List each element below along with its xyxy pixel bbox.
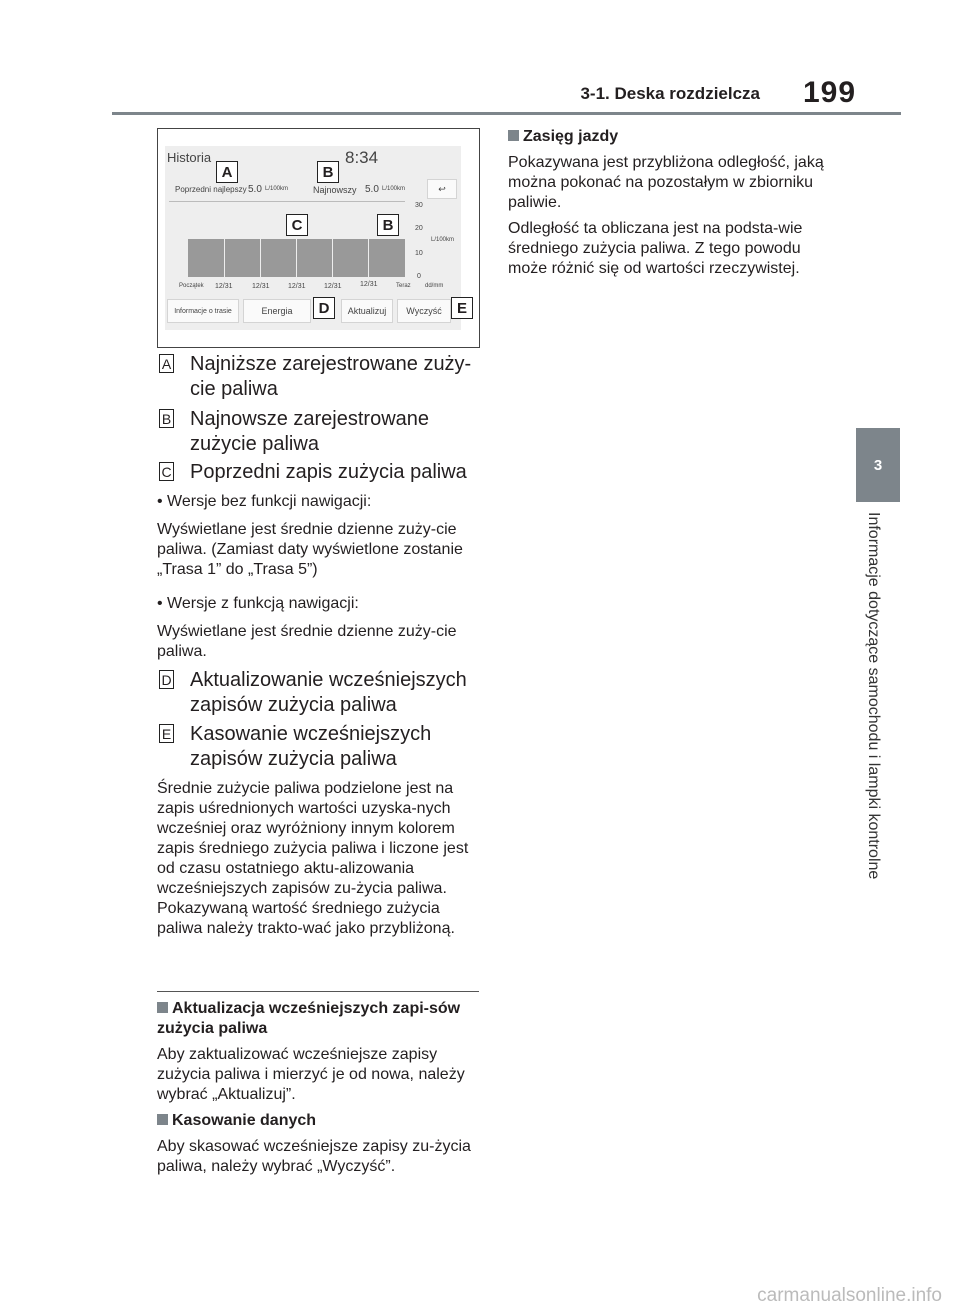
callout-b-top: B: [317, 161, 339, 183]
paragraph-range-note: Odległość ta obliczana jest na podsta-wie średniego zużycia paliwa. Z tego powodu może różnić się od wartości rzeczywistej.: [508, 220, 803, 277]
x-label: 12/31: [324, 283, 342, 290]
history-bar: [261, 239, 296, 277]
history-bar: [225, 239, 260, 277]
divider: [169, 201, 405, 202]
legend-letter-d: D: [159, 670, 174, 689]
lowest-label: Poprzedni najlepszy: [175, 185, 247, 194]
screen-clock: 8:34: [345, 148, 379, 167]
axis-unit: L/100km: [431, 237, 455, 243]
newest-label: Najnowszy: [313, 185, 357, 195]
callout-b-right: B: [377, 214, 399, 236]
callout-e: E: [451, 297, 473, 319]
y-tick: 0: [417, 273, 421, 280]
newest-value: 5.0: [365, 184, 379, 195]
bullet-square: [157, 1002, 168, 1013]
section-title: 3-1. Deska rozdzielcza: [580, 84, 760, 103]
legend-text-c: Poprzedni zapis zużycia paliwa: [190, 461, 467, 483]
x-label: 12/31: [215, 283, 233, 290]
header-rule: [112, 112, 901, 115]
legend-letter-c: C: [159, 462, 174, 481]
legend-text-d: Aktualizowanie wcześniejszych zapisów zużycia paliwa: [190, 669, 467, 716]
back-button[interactable]: [427, 179, 457, 199]
legend-text-e: Kasowanie wcześniejszych zapisów zużycia paliwa: [190, 723, 432, 770]
legend-letter-a: A: [159, 354, 174, 373]
section-rule: [157, 991, 479, 992]
paragraph-navigation: Wyświetlane jest średnie dzienne zuży-cie paliwa.: [157, 623, 457, 660]
paragraph-range: Pokazywana jest przybliżona odległość, jaką można pokonać na pozostałym w zbiorniku paliwie.: [508, 154, 824, 211]
x-label: 12/31: [252, 283, 270, 290]
callout-d: D: [313, 297, 335, 319]
update-button[interactable]: Aktualizuj: [341, 299, 393, 323]
history-bar: [369, 239, 405, 277]
history-bar: [297, 239, 332, 277]
legend-letter-e: E: [159, 724, 174, 743]
x-label: Teraz: [396, 283, 411, 289]
screen-title: Historia: [167, 150, 212, 165]
bullet-no-navigation: • Wersje bez funkcji nawigacji:: [157, 493, 372, 510]
energy-button[interactable]: Energia: [243, 299, 311, 323]
history-bar: [333, 239, 368, 277]
y-tick: 30: [415, 202, 423, 209]
chapter-tab: 3: [856, 428, 900, 502]
chapter-title: Informacje dotyczące samochodu i lampki kontrolne: [865, 512, 882, 880]
lowest-unit: L/100km: [265, 186, 289, 192]
page-number: 199: [803, 76, 857, 109]
y-tick: 10: [415, 250, 423, 257]
paragraph-average: Średnie zużycie paliwa podzielone jest na zapis uśrednionych wartości uzyska-nych wcześniej oraz wyróżniony innym kolorem zapis średniego zużycia paliwa i liczone jest od czasu ostatniego aktu-alizowania wcześniejszych zapisów zu-życia paliwa. Pokazywaną wartość średniego zużycia paliwa należy trakto-wać jako przybliżoną.: [157, 780, 469, 937]
x-label: Początek: [179, 283, 204, 289]
bullet-square: [508, 130, 519, 141]
heading-clear: Kasowanie danych: [157, 1111, 477, 1131]
legend-letter-b: B: [159, 409, 174, 428]
history-screen-figure: [157, 128, 480, 348]
x-label: dd/mm: [425, 283, 444, 289]
bullet-navigation: • Wersje z funkcją nawigacji:: [157, 595, 359, 612]
paragraph-no-navigation: Wyświetlane jest średnie dzienne zuży-cie paliwa. (Zamiast daty wyświetlone zostanie „Trasa 1” do „Trasa 5”): [157, 521, 463, 578]
back-icon: ↩: [438, 183, 446, 194]
newest-unit: L/100km: [382, 186, 406, 192]
paragraph-clear: Aby skasować wcześniejsze zapisy zu-życia paliwa, należy wybrać „Wyczyść”.: [157, 1138, 471, 1175]
lowest-value: 5.0: [248, 184, 262, 195]
history-bar: [188, 239, 224, 277]
legend-text-b: Najnowsze zarejestrowane zużycie paliwa: [190, 408, 430, 455]
x-label: 12/31: [288, 283, 306, 290]
y-tick: 20: [415, 225, 423, 232]
watermark: carmanualsonline.info: [757, 1285, 942, 1306]
heading-update: Aktualizacja wcześniejszych zapi-sów zużycia paliwa: [157, 1000, 461, 1037]
paragraph-update: Aby zaktualizować wcześniejsze zapisy zużycia paliwa i mierzyć je od nowa, należy wybrać „Aktualizuj”.: [157, 1046, 465, 1103]
callout-a: A: [216, 161, 238, 183]
legend-text-a: Najniższe zarejestrowane zuży-cie paliwa: [190, 353, 472, 400]
clear-button[interactable]: Wyczyść: [397, 299, 451, 323]
heading-range: Zasięg jazdy: [508, 127, 828, 147]
callout-c: C: [286, 214, 308, 236]
trip-info-button[interactable]: Informacje o trasie: [167, 299, 239, 323]
bullet-square: [157, 1114, 168, 1125]
x-label: 12/31: [360, 281, 378, 288]
